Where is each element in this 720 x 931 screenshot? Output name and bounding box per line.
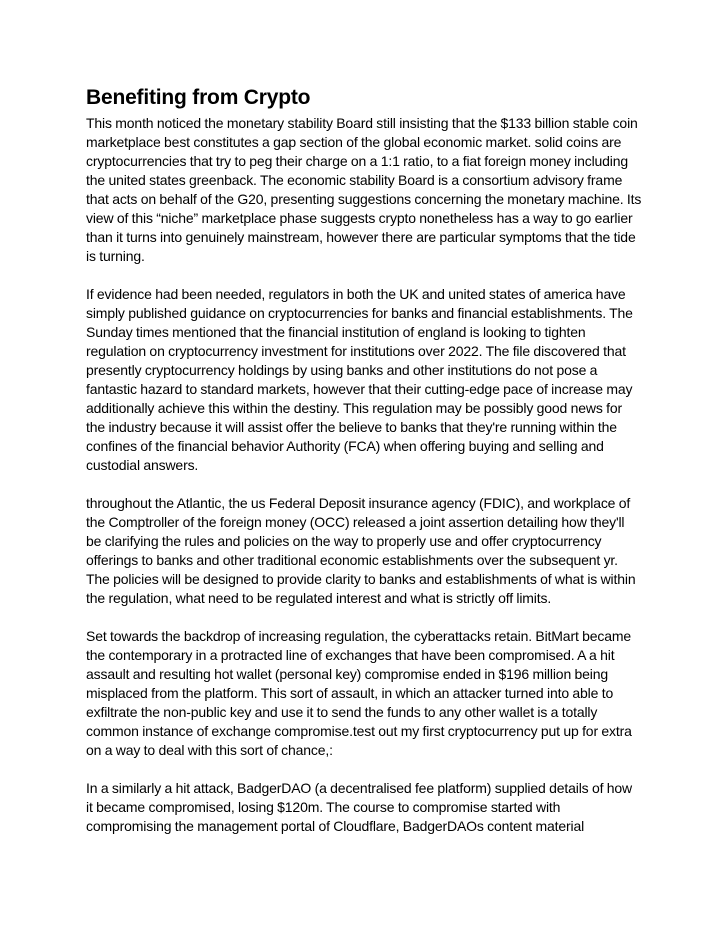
paragraph: Set towards the backdrop of increasing regulation, the cyberattacks retain. BitMart became the contemporary in a protracted line of exchanges that have been compromised. A a hit assault and resulting hot wallet (personal key) compromise ended in $196 million being misplaced from the platform. This sort of assault, in which an attacker turned into able to exfiltrate the non-public key and use it to send the funds to any other wallet is a totally common instance of exchange compromise.test out my first cryptocurrency put up for extra on a way to deal with this sort of chance,: [86, 628, 632, 758]
paragraph: This month noticed the monetary stability Board still insisting that the $133 billion stable coin marketplace best constitutes a gap section of the global economic market. solid coins are cryptocurrencies that try to peg their charge on a 1:1 ratio, to a fiat foreign money including the united states greenback. The economic stability Board is a consortium advisory frame that acts on behalf of the G20, presenting suggestions concerning the monetary machine. Its view of this “niche” marketplace phase suggests crypto nonetheless has a way to go earlier than it turns into genuinely mainstream, however there are particular symptoms that the tide is turning. [86, 115, 642, 264]
document-page [86, 84, 642, 855]
document-title: Benefiting from Crypto [86, 86, 311, 109]
paragraph: If evidence had been needed, regulators in both the UK and united states of america have simply published guidance on cryptocurrencies for banks and financial establishments. The Sunday times mentioned that the financial institution of england is looking to tighten regulation on cryptocurrency investment for institutions over 2022. The file discovered that presently cryptocurrency holdings by using banks and other institutions do not pose a fantastic hazard to standard markets, however that their cutting-edge pace of increase may additionally achieve this within the destiny. This regulation may be possibly good news for the industry because it will assist offer the believe to banks that they're running within the confines of the financial behavior Authority (FCA) when offering buying and selling and custodial answers. [86, 286, 633, 473]
paragraph: In a similarly a hit attack, BadgerDAO (a decentralised fee platform) supplied details of how it became compromised, losing $120m. The course to compromise started with compromising the management portal of Cloudflare, BadgerDAOs content material [86, 780, 633, 834]
paragraph: throughout the Atlantic, the us Federal Deposit insurance agency (FDIC), and workplace of the Comptroller of the foreign money (OCC) released a joint assertion detailing how they'll be clarifying the rules and policies on the way to properly use and offer cryptocurrency offerings to banks and other traditional economic establishments over the subsequent yr. The policies will be designed to provide clarity to banks and establishments of what is within the regulation, what need to be regulated interest and what is strictly off limits. [86, 495, 636, 606]
